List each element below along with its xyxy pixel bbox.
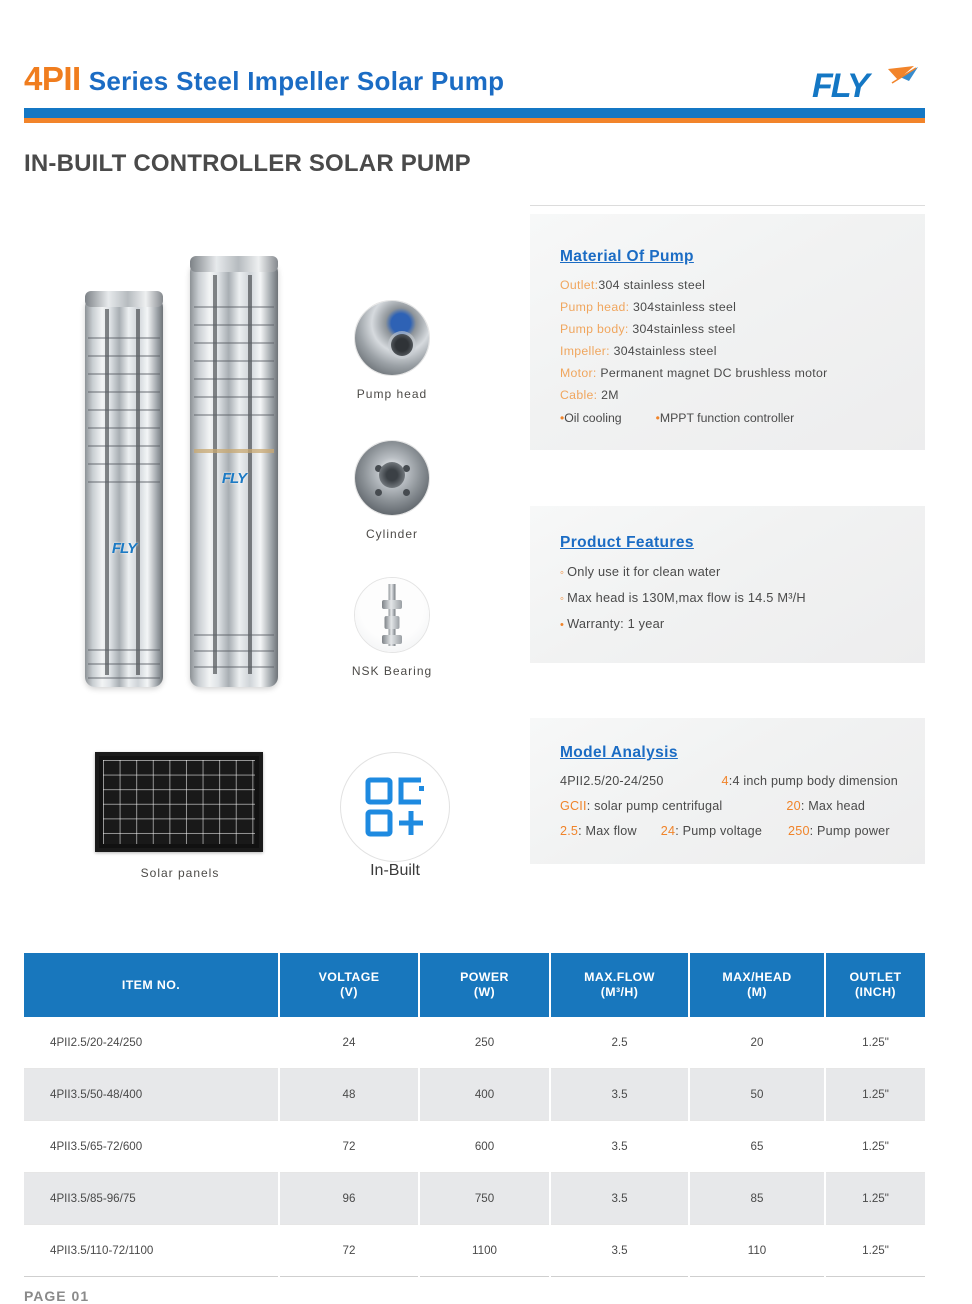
pump-head-icon bbox=[354, 300, 430, 376]
model-key-25-desc: : Max flow bbox=[578, 824, 637, 838]
bearing-ring bbox=[382, 635, 402, 644]
material-row bbox=[560, 276, 925, 294]
pump-logo-mark: FLY bbox=[111, 540, 137, 557]
bullet-circle-icon: ◦ bbox=[560, 567, 565, 579]
pump-rib bbox=[88, 677, 160, 679]
pump-rib bbox=[88, 445, 160, 447]
pump-ring-gold bbox=[194, 449, 275, 453]
svg-text:FLY: FLY bbox=[812, 67, 868, 105]
cell-outlet: 1.25" bbox=[825, 1017, 925, 1069]
bullet-circle-icon: ◦ bbox=[560, 593, 565, 605]
bearing-icon bbox=[354, 577, 430, 653]
solar-cells bbox=[103, 760, 255, 844]
table-row bbox=[24, 1225, 925, 1277]
col-unit: (W) bbox=[473, 985, 496, 999]
panel-top-rule bbox=[530, 205, 925, 206]
col-unit: (V) bbox=[340, 985, 358, 999]
material-value: 304 stainless steel bbox=[598, 278, 706, 292]
feature-item bbox=[560, 562, 925, 583]
thumb-label: NSK Bearing bbox=[351, 664, 433, 678]
bearing-ring bbox=[382, 600, 402, 609]
thumb-in-built bbox=[325, 752, 465, 880]
pump-rib bbox=[88, 663, 160, 665]
material-value: 304stainless steel bbox=[633, 300, 737, 314]
cell-outlet: 1.25" bbox=[825, 1069, 925, 1121]
in-built-controller-icon bbox=[340, 752, 450, 862]
material-key: Impeller: bbox=[560, 344, 610, 358]
pump-rib bbox=[88, 427, 160, 429]
cylinder-icon bbox=[354, 440, 430, 516]
pump-rib bbox=[88, 355, 160, 357]
col-label: MAX.FLOW bbox=[584, 970, 655, 984]
features-heading: Product Features bbox=[560, 534, 694, 551]
pump-flute-right bbox=[248, 275, 252, 675]
col-unit: (M³/H) bbox=[600, 985, 639, 999]
col-max-head bbox=[689, 953, 825, 1017]
material-key: Pump body: bbox=[560, 322, 629, 336]
material-key: Pump head: bbox=[560, 300, 630, 314]
model-key-gcii: GCII bbox=[560, 799, 587, 813]
pump-logo-mark: FLY bbox=[221, 470, 247, 487]
thumb-label: Solar panels bbox=[140, 866, 220, 880]
cell-outlet: 1.25" bbox=[825, 1121, 925, 1173]
col-unit: (M) bbox=[747, 985, 767, 999]
cell-flow: 3.5 bbox=[550, 1225, 689, 1277]
cell-power: 1100 bbox=[419, 1225, 550, 1277]
table-row bbox=[24, 1173, 925, 1225]
col-label: OUTLET bbox=[849, 970, 902, 984]
material-row bbox=[560, 298, 925, 316]
thumb-pump-head bbox=[322, 300, 462, 401]
material-bullet: MPPT function controller bbox=[659, 411, 795, 425]
model-analysis-row bbox=[560, 822, 925, 841]
pump-rib bbox=[88, 649, 160, 651]
material-heading: Material Of Pump bbox=[560, 248, 694, 265]
cell-item: 4PII3.5/85-96/75 bbox=[24, 1173, 279, 1225]
cell-head: 65 bbox=[689, 1121, 825, 1173]
model-key-250-desc: : Pump power bbox=[809, 824, 890, 838]
material-value: 304stainless steel bbox=[613, 344, 717, 358]
specification-table bbox=[24, 953, 925, 1277]
model-key-4-desc: :4 inch pump body dimension bbox=[728, 774, 898, 788]
feature-text: Only use it for clean water bbox=[567, 564, 721, 579]
col-outlet bbox=[825, 953, 925, 1017]
model-key-24: 24 bbox=[660, 824, 676, 838]
material-of-pump-panel bbox=[530, 214, 925, 450]
pump-rib bbox=[88, 409, 160, 411]
thumb-label: Pump head bbox=[356, 387, 428, 401]
section-heading: IN-BUILT CONTROLLER SOLAR PUMP bbox=[24, 150, 471, 177]
material-key: Outlet: bbox=[560, 278, 599, 292]
model-key-20-desc: : Max head bbox=[800, 799, 866, 813]
cell-power: 600 bbox=[419, 1121, 550, 1173]
col-label: VOLTAGE bbox=[318, 970, 380, 984]
pump-rib bbox=[88, 391, 160, 393]
page-number: PAGE 01 bbox=[24, 1288, 90, 1304]
cell-head: 110 bbox=[689, 1225, 825, 1277]
col-item-no bbox=[24, 953, 279, 1017]
pump-flute-right bbox=[136, 309, 140, 676]
pump-flute-left bbox=[105, 309, 109, 676]
cell-flow: 2.5 bbox=[550, 1017, 689, 1069]
product-features-panel bbox=[530, 506, 925, 663]
pump-rib bbox=[194, 666, 275, 668]
material-row bbox=[560, 342, 925, 360]
model-key-20: 20 bbox=[786, 799, 801, 813]
material-row bbox=[560, 386, 925, 404]
cell-power: 250 bbox=[419, 1017, 550, 1069]
col-voltage bbox=[279, 953, 419, 1017]
cell-power: 400 bbox=[419, 1069, 550, 1121]
material-bullet: Oil cooling bbox=[564, 411, 622, 425]
pump-rib bbox=[88, 337, 160, 339]
cell-voltage: 72 bbox=[279, 1225, 419, 1277]
thumb-label: In-Built bbox=[370, 862, 420, 879]
model-code: 4PII2.5/20-24/250 bbox=[560, 774, 664, 788]
model-analysis-row bbox=[560, 797, 925, 816]
model-analysis-panel bbox=[530, 718, 925, 864]
material-row bbox=[560, 364, 925, 382]
cell-voltage: 72 bbox=[279, 1121, 419, 1173]
col-max-flow bbox=[550, 953, 689, 1017]
col-label: MAX/HEAD bbox=[722, 970, 792, 984]
cell-flow: 3.5 bbox=[550, 1069, 689, 1121]
header-divider-orange bbox=[24, 118, 925, 123]
table-header-row bbox=[24, 953, 925, 1017]
cell-flow: 3.5 bbox=[550, 1173, 689, 1225]
cell-voltage: 96 bbox=[279, 1173, 419, 1225]
material-value: Permanent magnet DC brushless motor bbox=[600, 366, 828, 380]
pump-rib bbox=[194, 342, 275, 344]
cylinder-hub bbox=[379, 462, 405, 488]
page-title bbox=[24, 60, 504, 98]
title-series: Series Steel Impeller Solar Pump bbox=[88, 66, 505, 96]
pump-rib bbox=[194, 634, 275, 636]
bullet-dot-icon: • bbox=[560, 619, 565, 631]
cell-voltage: 24 bbox=[279, 1017, 419, 1069]
cell-item: 4PII3.5/50-48/400 bbox=[24, 1069, 279, 1121]
feature-text: Max head is 130M,max flow is 14.5 M³/H bbox=[567, 590, 806, 605]
cell-item: 4PII3.5/65-72/600 bbox=[24, 1121, 279, 1173]
pump-cap-top bbox=[85, 291, 163, 307]
pump-rib bbox=[194, 378, 275, 380]
pump-rib bbox=[194, 324, 275, 326]
cell-voltage: 48 bbox=[279, 1069, 419, 1121]
solar-panel-icon bbox=[95, 752, 263, 852]
pump-rib bbox=[194, 414, 275, 416]
pump-product-images bbox=[85, 262, 290, 692]
table-row bbox=[24, 1121, 925, 1173]
feature-item bbox=[560, 588, 925, 609]
model-key-24-desc: : Pump voltage bbox=[675, 824, 763, 838]
model-key-25: 2.5 bbox=[560, 824, 579, 838]
table-row bbox=[24, 1017, 925, 1069]
model-analysis-heading: Model Analysis bbox=[560, 744, 678, 761]
cell-outlet: 1.25" bbox=[825, 1173, 925, 1225]
cell-item: 4PII2.5/20-24/250 bbox=[24, 1017, 279, 1069]
thumb-label: Cylinder bbox=[365, 527, 418, 541]
material-key: Cable: bbox=[560, 388, 598, 402]
material-value: 304stainless steel bbox=[632, 322, 736, 336]
model-key-4: 4 bbox=[721, 774, 729, 788]
pump-rib bbox=[194, 396, 275, 398]
table-row bbox=[24, 1069, 925, 1121]
col-unit: (INCH) bbox=[855, 985, 896, 999]
cylinder-bolt bbox=[403, 489, 410, 496]
col-power bbox=[419, 953, 550, 1017]
material-bullet-row bbox=[560, 411, 925, 425]
pump-rib bbox=[194, 306, 275, 308]
material-value: 2M bbox=[601, 388, 619, 402]
pump-cap-top bbox=[190, 256, 278, 272]
bearing-ring bbox=[385, 616, 400, 629]
pump-rib bbox=[194, 650, 275, 652]
pump-rib bbox=[88, 373, 160, 375]
cell-outlet: 1.25" bbox=[825, 1225, 925, 1277]
fly-logo bbox=[810, 65, 930, 109]
header-divider-blue bbox=[24, 108, 925, 118]
feature-item bbox=[560, 614, 925, 635]
pump-head-bore bbox=[391, 334, 413, 356]
model-analysis-row bbox=[560, 772, 925, 791]
cell-item: 4PII3.5/110-72/1100 bbox=[24, 1225, 279, 1277]
bullet-dot-icon: • bbox=[560, 411, 565, 425]
pump-image-large bbox=[190, 262, 278, 687]
cell-flow: 3.5 bbox=[550, 1121, 689, 1173]
thumb-nsk-bearing bbox=[322, 577, 462, 678]
pump-rib bbox=[88, 463, 160, 465]
pump-rib bbox=[88, 481, 160, 483]
cylinder-bolt bbox=[375, 489, 382, 496]
thumb-cylinder bbox=[322, 440, 462, 541]
bullet-dot-icon: • bbox=[655, 411, 660, 425]
title-model: 4PII bbox=[24, 60, 81, 97]
cell-head: 20 bbox=[689, 1017, 825, 1069]
pump-rib bbox=[194, 360, 275, 362]
pump-image-small bbox=[85, 297, 163, 687]
material-row bbox=[560, 320, 925, 338]
col-label: ITEM NO. bbox=[121, 977, 181, 992]
thumb-solar-panels bbox=[95, 752, 265, 890]
feature-text: Warranty: 1 year bbox=[567, 616, 665, 631]
cell-power: 750 bbox=[419, 1173, 550, 1225]
col-label: POWER bbox=[460, 970, 509, 984]
material-key: Motor: bbox=[560, 366, 597, 380]
model-key-gcii-desc: : solar pump centrifugal bbox=[586, 799, 723, 813]
cell-head: 85 bbox=[689, 1173, 825, 1225]
cell-head: 50 bbox=[689, 1069, 825, 1121]
pump-flute-left bbox=[213, 275, 217, 675]
model-key-250: 250 bbox=[788, 824, 810, 838]
